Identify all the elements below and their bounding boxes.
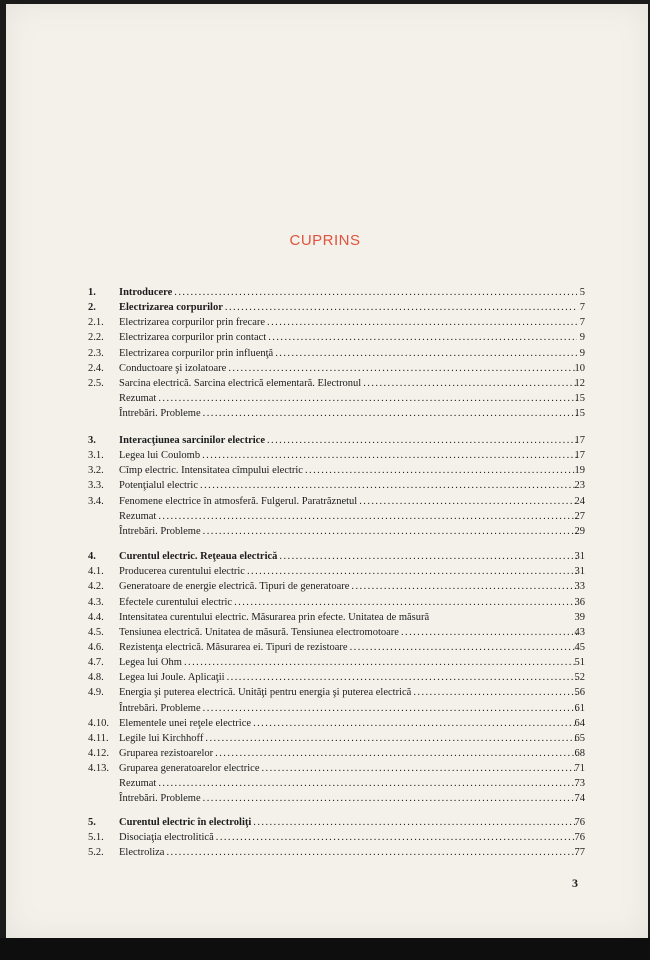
toc-entry-number: 5.	[88, 817, 96, 828]
toc-entry-number: 3.1.	[88, 450, 104, 462]
toc-entry-title	[119, 830, 577, 845]
toc-entry-number: 2.4.	[88, 362, 104, 374]
toc-entry	[0, 391, 650, 406]
toc-entry-title	[119, 346, 577, 361]
toc-entry-number: 2.3.	[88, 347, 104, 359]
toc-entry-page: 31	[574, 551, 585, 562]
toc-entry-title-text: Disociaţia electrolitică	[119, 832, 214, 844]
toc-entry-title	[119, 655, 577, 670]
toc-entry-page: 7	[579, 317, 585, 329]
toc-entry-title	[119, 361, 577, 376]
toc-entry	[0, 655, 650, 670]
toc-entry	[0, 361, 650, 376]
toc-entry-title	[119, 478, 577, 493]
toc-entry-number: 4.8.	[88, 672, 104, 684]
toc-entry-title-text: Sarcina electrică. Sarcina electrică elementară. Electronul	[119, 377, 362, 389]
toc-entry-title	[119, 300, 577, 315]
toc-entry	[0, 524, 650, 539]
toc-entry-title	[119, 761, 577, 776]
toc-entry	[0, 300, 650, 315]
toc-entry-title	[119, 494, 577, 509]
toc-entry-page: 17	[574, 435, 585, 446]
toc-entry-title	[119, 791, 577, 806]
toc-entry-number: 4.3.	[88, 596, 104, 608]
toc-entry-title-text: Gruparea generatoarelor electrice	[119, 763, 260, 775]
toc-entry-title	[119, 610, 577, 625]
toc-entry	[0, 761, 650, 776]
toc-entry-page: 12	[574, 377, 585, 389]
toc-entry-title	[119, 448, 577, 463]
toc-entry	[0, 346, 650, 361]
toc-entry-title	[119, 640, 577, 655]
toc-entry-title-text: Rezumat	[119, 510, 157, 522]
toc-entry-title-text: Gruparea rezistoarelor	[119, 748, 214, 759]
toc-entry-number: 4.4.	[88, 611, 104, 623]
toc-entry-number: 4.13.	[88, 763, 109, 775]
toc-entry-page: 71	[574, 763, 585, 775]
toc-entry-title	[119, 391, 577, 406]
toc-entry-page: 33	[574, 581, 585, 593]
toc-entry-page: 10	[574, 362, 585, 374]
toc-entry-title	[119, 701, 577, 716]
toc-entry	[0, 845, 650, 860]
toc-entry	[0, 830, 650, 845]
toc-entry-title	[119, 509, 577, 524]
toc-entry-number: 4.6.	[88, 641, 104, 653]
toc-entry-page: 19	[574, 465, 585, 477]
toc-entry	[0, 776, 650, 791]
toc-entry	[0, 285, 650, 300]
page-number: 3	[572, 876, 578, 890]
toc-entry	[0, 564, 650, 579]
toc-entry-number: 3.3.	[88, 480, 104, 492]
toc-entry-number: 2.2.	[88, 332, 104, 344]
toc-entry-title-text: Electrizarea corpurilor prin contact	[119, 332, 267, 344]
toc-entry-title	[119, 315, 577, 330]
toc-entry-title	[119, 595, 577, 610]
toc-entry	[0, 685, 650, 700]
toc-entry-number: 4.5.	[88, 626, 104, 638]
toc-entry-title	[119, 625, 577, 640]
toc-entry	[0, 731, 650, 746]
toc-entry-title-text: Generatoare de energie electrică. Tipuri de generatoare	[119, 581, 350, 593]
toc-entry-title	[119, 549, 577, 564]
toc-entry-page: 23	[574, 480, 585, 492]
toc-entry-number: 4.2.	[88, 581, 104, 593]
toc-entry-page: 15	[574, 393, 585, 405]
toc-entry-title-text: Electrizarea corpurilor prin influenţă	[119, 347, 274, 359]
toc-entry-title	[119, 845, 577, 860]
toc-entry-page: 17	[574, 450, 585, 462]
toc-entry-page: 52	[574, 672, 585, 684]
toc-entry-title-text: Introducere	[119, 287, 173, 298]
toc-entry-number: 2.	[88, 302, 96, 314]
toc-entry-page: 9	[579, 347, 585, 359]
toc-entry	[0, 716, 650, 731]
toc-entry-title-text: Tensiunea electrică. Unitatea de măsură. Tensiunea electromotoare	[119, 626, 399, 638]
toc-entry-title-text: Întrebări. Probleme	[119, 525, 201, 537]
toc-entry-number: 5.1.	[88, 832, 104, 844]
toc-entry	[0, 640, 650, 655]
toc-entry-number: 2.5.	[88, 377, 104, 389]
toc-entry-number: 2.1.	[88, 317, 104, 329]
toc-entry	[0, 670, 650, 685]
toc-entry-title-text: Întrebări. Probleme	[119, 408, 201, 420]
toc-entry-title-text: Intensitatea curentului electric. Măsurarea prin efecte. Unitatea de măsură	[119, 611, 430, 623]
toc-entry-page: 76	[574, 817, 585, 828]
toc-entry-page: 65	[574, 732, 585, 744]
toc-entry-page: 15	[574, 408, 585, 420]
toc-entry-title-text: Legea lui Joule. Aplicaţii	[119, 672, 225, 684]
toc-entry	[0, 701, 650, 716]
toc-entry-page: 77	[574, 847, 585, 859]
toc-entry-page: 7	[579, 302, 585, 314]
toc-entry-number: 5.2.	[88, 847, 104, 859]
toc-entry-title-text: Rezistenţa electrică. Măsurarea ei. Tipuri de rezistoare	[119, 641, 348, 653]
toc-entry-page: 51	[574, 657, 585, 668]
toc-entry-page: 74	[574, 793, 585, 805]
toc-entry	[0, 815, 650, 830]
toc-entry	[0, 315, 650, 330]
toc-entry	[0, 376, 650, 391]
toc-entry-title	[119, 746, 577, 761]
toc-entry-number: 4.7.	[88, 657, 104, 668]
toc-entry-number: 4.12.	[88, 748, 109, 759]
toc-entry-title-text: Întrebări. Probleme	[119, 793, 201, 805]
toc-entry-title-text: Elementele unei reţele electrice	[119, 717, 252, 729]
toc-entry	[0, 463, 650, 478]
toc-entry-title	[119, 716, 577, 731]
toc-entry-title-text: Rezumat	[119, 778, 157, 790]
toc-entry-title-text: Energia şi puterea electrică. Unităţi pentru energia şi puterea electrică	[119, 687, 412, 699]
toc-entry-title-text: Fenomene electrice în atmosferă. Fulgerul. Paratrăznetul	[119, 495, 358, 507]
toc-entry-page: 5	[579, 287, 585, 298]
toc-entry-page: 68	[574, 748, 585, 759]
toc-entry	[0, 625, 650, 640]
toc-entry-page: 73	[574, 778, 585, 790]
toc-entry-title-text: Legile lui Kirchhoff	[119, 732, 204, 744]
toc-entry-title	[119, 685, 577, 700]
toc-entry-number: 3.2.	[88, 465, 104, 477]
toc-entry-page: 9	[579, 332, 585, 344]
toc-entry-title	[119, 776, 577, 791]
toc-entry-page: 36	[574, 596, 585, 608]
toc-entry-page: 61	[574, 702, 585, 714]
toc-entry-number: 1.	[88, 287, 96, 298]
toc-entry-title	[119, 285, 577, 300]
toc-entry-title-text: Interacţiunea sarcinilor electrice	[119, 435, 265, 446]
toc-entry	[0, 595, 650, 610]
toc-entry-title-text: Întrebări. Probleme	[119, 702, 201, 714]
toc-entry-title-text: Electroliza	[119, 847, 165, 859]
toc-entry-title	[119, 463, 577, 478]
toc-entry-page: 43	[574, 626, 585, 638]
toc-entry	[0, 330, 650, 345]
toc-entry-title	[119, 670, 577, 685]
toc-entry-title-text: Electrizarea corpurilor prin frecare	[119, 317, 266, 329]
toc-entry-page: 64	[574, 717, 585, 729]
scan-edge	[0, 938, 650, 960]
toc-entry-number: 4.11.	[88, 732, 109, 744]
toc-entry-number: 4.	[88, 551, 96, 562]
toc-entry-page: 24	[574, 495, 585, 507]
toc-entry-title-text: Efectele curentului electric	[119, 596, 233, 608]
toc-entry-title-text: Rezumat	[119, 393, 157, 405]
toc-entry-title	[119, 330, 577, 345]
toc-entry-title	[119, 524, 577, 539]
toc-entry-number: 3.	[88, 435, 96, 446]
toc-entry-title-text: Curentul electric în electroliţi	[119, 817, 252, 828]
toc-entry-title-text: Cîmp electric. Intensitatea cîmpului electric	[119, 465, 303, 477]
toc-entry-page: 31	[574, 566, 585, 578]
page-title: CUPRINS	[289, 232, 361, 249]
toc-entry-title-text: Legea lui Coulomb	[119, 450, 201, 462]
toc-entry-title	[119, 433, 577, 448]
toc-entry-title	[119, 815, 577, 830]
toc-entry-page: 56	[574, 687, 585, 699]
toc-entry-page: 76	[574, 832, 585, 844]
toc-entry	[0, 509, 650, 524]
toc-entry-number: 3.4.	[88, 495, 104, 507]
toc-entry	[0, 791, 650, 806]
toc-entry	[0, 746, 650, 761]
toc-entry-title-text: Curentul electric. Reţeaua electrică	[119, 551, 278, 562]
toc-entry-page: 27	[574, 510, 585, 522]
toc-entry-number: 4.10.	[88, 717, 109, 729]
toc-entry-title-text: Potenţialul electric	[119, 480, 199, 492]
toc-entry-title	[119, 731, 577, 746]
toc-entry-page: 39	[574, 611, 585, 623]
toc-entry	[0, 433, 650, 448]
toc-entry-title	[119, 376, 577, 391]
toc-entry	[0, 448, 650, 463]
toc-entry-title-text: Producerea curentului electric	[119, 566, 245, 578]
toc-entry-title-text: Electrizarea corpurilor	[119, 302, 223, 314]
toc-entry-page: 45	[574, 641, 585, 653]
toc-entry-title	[119, 564, 577, 579]
toc-entry-number: 4.1.	[88, 566, 104, 578]
toc-entry-title	[119, 406, 577, 421]
toc-entry-title-text: Legea lui Ohm	[119, 657, 182, 668]
toc-entry-number: 4.9.	[88, 687, 104, 699]
toc-entry-title	[119, 579, 577, 594]
toc-entry	[0, 579, 650, 594]
toc-entry-title-text: Conductoare şi izolatoare	[119, 362, 227, 374]
toc-entry	[0, 478, 650, 493]
toc-entry	[0, 610, 650, 625]
toc-entry	[0, 494, 650, 509]
toc-entry-page: 29	[574, 525, 585, 537]
toc-entry	[0, 549, 650, 564]
toc-entry	[0, 406, 650, 421]
